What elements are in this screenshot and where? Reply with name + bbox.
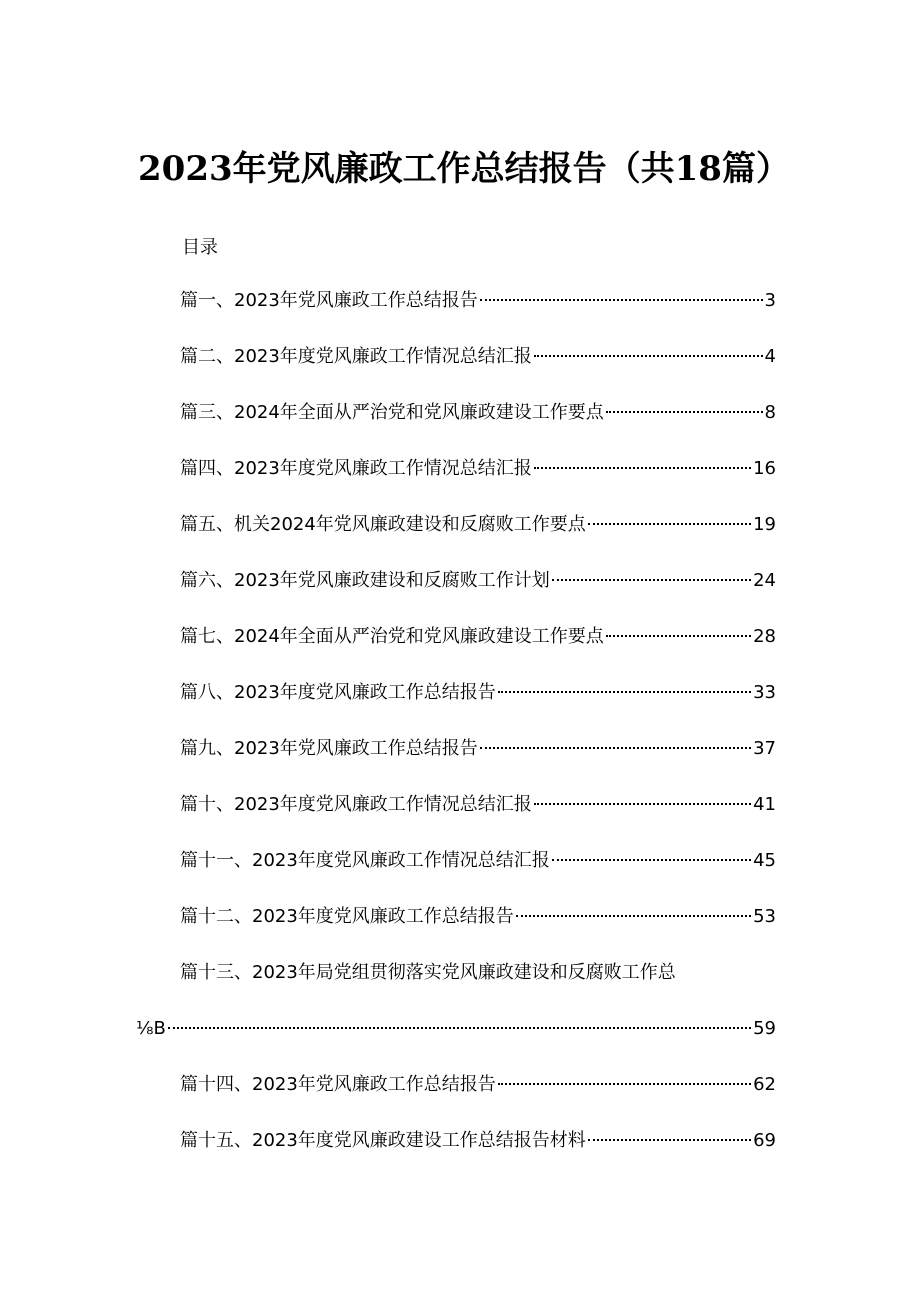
toc-entry-title: 篇三、2024年全面从严治党和党风廉政建设工作要点: [180, 402, 604, 423]
toc-entry[interactable]: [180, 678, 776, 708]
toc-leader-dots: [480, 299, 763, 301]
toc-entry-page: 41: [753, 794, 776, 815]
toc-entry-title: 篇十一、2023年度党风廉政工作情况总结汇报: [180, 850, 550, 871]
toc-entry-title: 篇九、2023年党风廉政工作总结报告: [180, 738, 478, 759]
toc-heading: 目录: [182, 237, 218, 258]
toc-entry-page: 33: [753, 682, 776, 703]
toc-leader-dots: [552, 859, 751, 861]
toc-entry-page: 62: [753, 1074, 776, 1095]
toc-entry-page: 69: [753, 1130, 776, 1151]
toc-leader-dots: [552, 579, 751, 581]
toc-leader-dots: [498, 1083, 751, 1085]
toc-entry-title: 篇八、2023年度党风廉政工作总结报告: [180, 682, 496, 703]
toc-leader-dots: [588, 523, 751, 525]
toc-entry-page: 24: [753, 570, 776, 591]
toc-entry[interactable]: [180, 1070, 776, 1100]
toc-entry-page: 4: [764, 346, 776, 367]
toc-entry[interactable]: [180, 734, 776, 764]
toc-entry-title: 篇一、2023年党风廉政工作总结报告: [180, 290, 478, 311]
document-title: 2023年党风廉政工作总结报告（共18篇）: [138, 149, 790, 189]
toc-entry[interactable]: [180, 902, 776, 932]
toc-entry[interactable]: [180, 1126, 776, 1156]
toc-entry[interactable]: [180, 510, 776, 540]
toc-entry[interactable]: [180, 846, 776, 876]
toc-entry[interactable]: [180, 566, 776, 596]
toc-entry-page: 37: [753, 738, 776, 759]
toc-entry-title: 篇十五、2023年度党风廉政建设工作总结报告材料: [180, 1130, 586, 1151]
toc-leader-dots: [480, 747, 751, 749]
toc-leader-dots: [168, 1027, 751, 1029]
toc-entry-title: 篇十四、2023年党风廉政工作总结报告: [180, 1074, 496, 1095]
toc-entry-title: 篇十三、2023年局党组贯彻落实党风廉政建设和反腐败工作总: [180, 962, 676, 983]
toc-entry-continuation[interactable]: [136, 1014, 776, 1044]
toc-leader-dots: [534, 467, 751, 469]
toc-entry-title: 篇五、机关2024年党风廉政建设和反腐败工作要点: [180, 514, 586, 535]
toc-entry[interactable]: [180, 790, 776, 820]
toc-leader-dots: [534, 803, 751, 805]
toc-entry-page: 8: [764, 402, 776, 423]
toc-entry-page: 3: [764, 290, 776, 311]
toc-entry-title: 篇七、2024年全面从严治党和党风廉政建设工作要点: [180, 626, 604, 647]
toc-entry-title: 篇六、2023年党风廉政建设和反腐败工作计划: [180, 570, 550, 591]
toc-leader-dots: [588, 1139, 751, 1141]
toc-entry[interactable]: [180, 958, 776, 988]
toc-entry-title: 篇二、2023年度党风廉政工作情况总结汇报: [180, 346, 532, 367]
toc-entry[interactable]: [180, 398, 776, 428]
toc-entry[interactable]: [180, 622, 776, 652]
toc-entry[interactable]: [180, 342, 776, 372]
toc-entry-page: 16: [753, 458, 776, 479]
toc-entry[interactable]: [180, 286, 776, 316]
toc-leader-dots: [606, 635, 751, 637]
toc-entry-title-continuation: ⅛B: [136, 1018, 166, 1039]
toc-entry-page: 45: [753, 850, 776, 871]
toc-entry-page: 28: [753, 626, 776, 647]
toc-leader-dots: [516, 915, 751, 917]
toc-entry[interactable]: [180, 454, 776, 484]
toc-entry-page: 53: [753, 906, 776, 927]
toc-leader-dots: [534, 355, 763, 357]
toc-leader-dots: [498, 691, 751, 693]
toc-entry-page: 19: [753, 514, 776, 535]
toc-entry-title: 篇十二、2023年度党风廉政工作总结报告: [180, 906, 514, 927]
toc-entry-page: 59: [753, 1018, 776, 1039]
toc-leader-dots: [606, 411, 763, 413]
toc-entry-title: 篇十、2023年度党风廉政工作情况总结汇报: [180, 794, 532, 815]
toc-entry-title: 篇四、2023年度党风廉政工作情况总结汇报: [180, 458, 532, 479]
